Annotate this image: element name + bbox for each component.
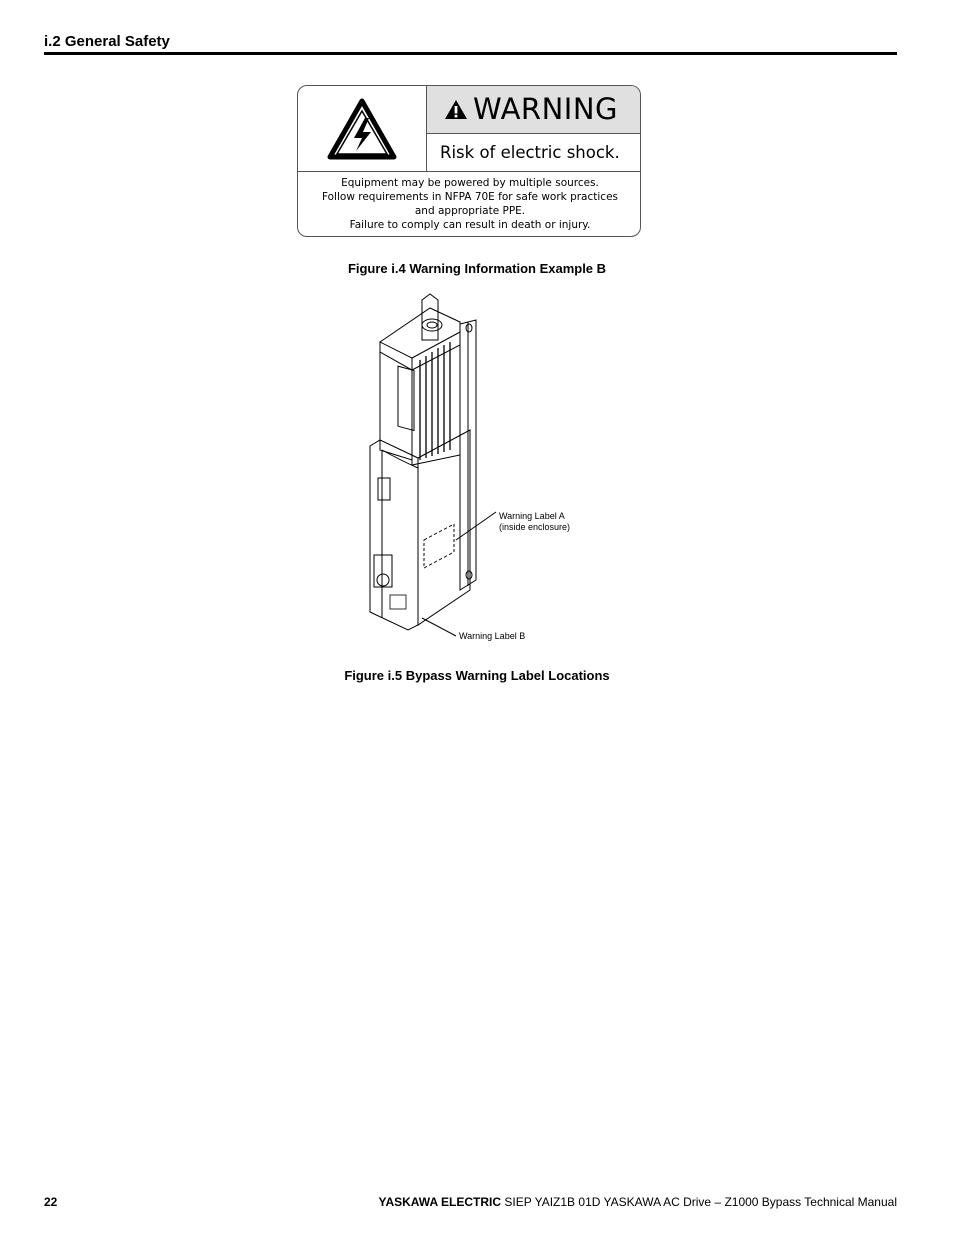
high-voltage-icon	[327, 98, 397, 160]
figure-i5-caption: Figure i.5 Bypass Warning Label Locations	[344, 668, 610, 683]
signal-word: WARNING	[473, 92, 618, 126]
figure-i4-caption: Figure i.4 Warning Information Example B	[347, 261, 607, 276]
hazard-statement: Risk of electric shock.	[427, 134, 641, 172]
footer-manual-title: SIEP YAIZ1B 01D YASKAWA AC Drive – Z1000 Bypass Technical Manual	[501, 1195, 897, 1209]
warning-body-line: Follow requirements in NFPA 70E for safe work practices	[321, 191, 619, 203]
warning-body-line: and appropriate PPE.	[414, 205, 526, 217]
callout-a-title: Warning Label A	[499, 511, 565, 521]
warning-label-figure	[297, 85, 641, 237]
bypass-unit-drawing	[360, 290, 590, 650]
electric-shock-symbol	[298, 86, 427, 172]
callout-warning-label-b: Warning Label B	[459, 631, 526, 641]
warning-body-line: Failure to comply can result in death or injury.	[349, 219, 591, 231]
warning-triangle-icon	[444, 99, 468, 120]
callout-a-note: (inside enclosure)	[499, 522, 571, 532]
section-title: i.2 General Safety	[44, 33, 897, 55]
footer-brand: YASKAWA ELECTRIC	[378, 1195, 502, 1209]
warning-body	[298, 176, 641, 232]
warning-body-line: Equipment may be powered by multiple sources.	[341, 177, 599, 189]
footer-doc-title	[379, 1195, 897, 1209]
signal-word-panel	[427, 86, 641, 134]
callout-warning-label-a	[499, 511, 570, 533]
page-number: 22	[44, 1195, 58, 1209]
